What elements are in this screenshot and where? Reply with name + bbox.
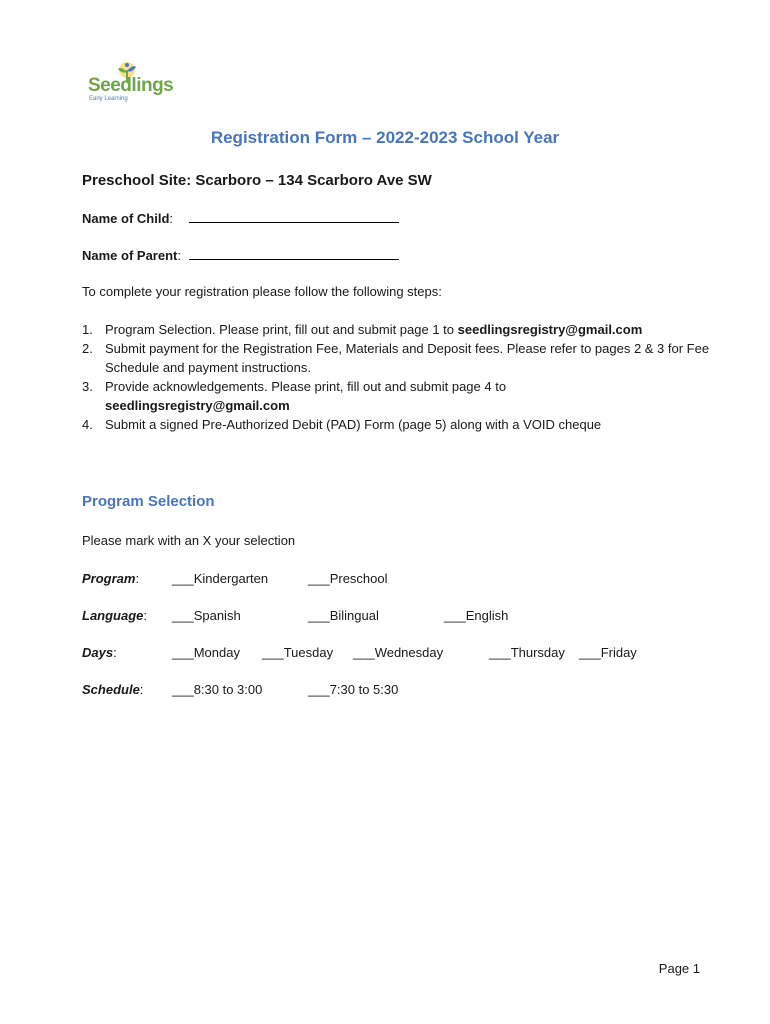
list-item: 3. Provide acknowledgements. Please print, fill out and submit page 4 to seedlingsregistry@gmail.com (82, 379, 507, 413)
logo-wordmark: Seedlings (88, 75, 174, 96)
child-name-row: Name of Child: (82, 210, 399, 226)
option-spanish[interactable]: ___Spanish (172, 608, 241, 623)
days-label: Days: (82, 645, 117, 660)
program-selection-heading: Program Selection (82, 493, 215, 510)
steps-list (82, 320, 712, 434)
option-english[interactable]: ___English (444, 608, 509, 623)
email-link[interactable]: seedlingsregistry@gmail.com (457, 322, 643, 337)
schedule-label: Schedule: (82, 682, 144, 697)
form-title: Registration Form – 2022-2023 School Year (210, 128, 560, 147)
selection-instruction: Please mark with an X your selection (82, 533, 296, 548)
language-row (82, 608, 702, 626)
intro-text: To complete your registration please follow the following steps: (82, 284, 442, 299)
parent-name-row: Name of Parent: (82, 247, 399, 263)
parent-name-field[interactable] (189, 247, 399, 260)
list-item: 2. Submit payment for the Registration Fee, Materials and Deposit fees. Please refer to pages 2 & 3 for Fee Schedule and payment instructions. (82, 341, 710, 375)
option-730-530[interactable]: ___7:30 to 5:30 (308, 682, 399, 697)
days-row (82, 645, 702, 663)
program-row (82, 571, 702, 589)
option-kindergarten[interactable]: ___Kindergarten (172, 571, 269, 586)
option-tuesday[interactable]: ___Tuesday (262, 645, 334, 660)
option-thursday[interactable]: ___Thursday (489, 645, 565, 660)
option-monday[interactable]: ___Monday (172, 645, 240, 660)
option-preschool[interactable]: ___Preschool (308, 571, 388, 586)
child-name-field[interactable] (189, 210, 399, 223)
child-name-label: Name of Child (82, 211, 170, 226)
logo-tagline: Early Learning (89, 96, 128, 102)
email-link[interactable]: seedlingsregistry@gmail.com (105, 398, 290, 413)
schedule-row (82, 682, 702, 700)
option-bilingual[interactable]: ___Bilingual (308, 608, 379, 623)
page-number: Page 1 (658, 961, 700, 976)
option-friday[interactable]: ___Friday (579, 645, 637, 660)
seedlings-logo (86, 60, 174, 108)
option-wednesday[interactable]: ___Wednesday (353, 645, 444, 660)
list-item: 4. Submit a signed Pre-Authorized Debit (PAD) Form (page 5) along with a VOID cheque (82, 417, 602, 432)
program-label: Program: (82, 571, 140, 586)
preschool-site-heading: Preschool Site: Scarboro – 134 Scarboro Ave SW (82, 172, 432, 189)
language-label: Language: (82, 608, 148, 623)
parent-name-label: Name of Parent (82, 248, 178, 263)
option-830-300[interactable]: ___8:30 to 3:00 (172, 682, 263, 697)
list-item: 1. Program Selection. Please print, fill out and submit page 1 to seedlingsregistry@gmail.com (82, 322, 643, 337)
